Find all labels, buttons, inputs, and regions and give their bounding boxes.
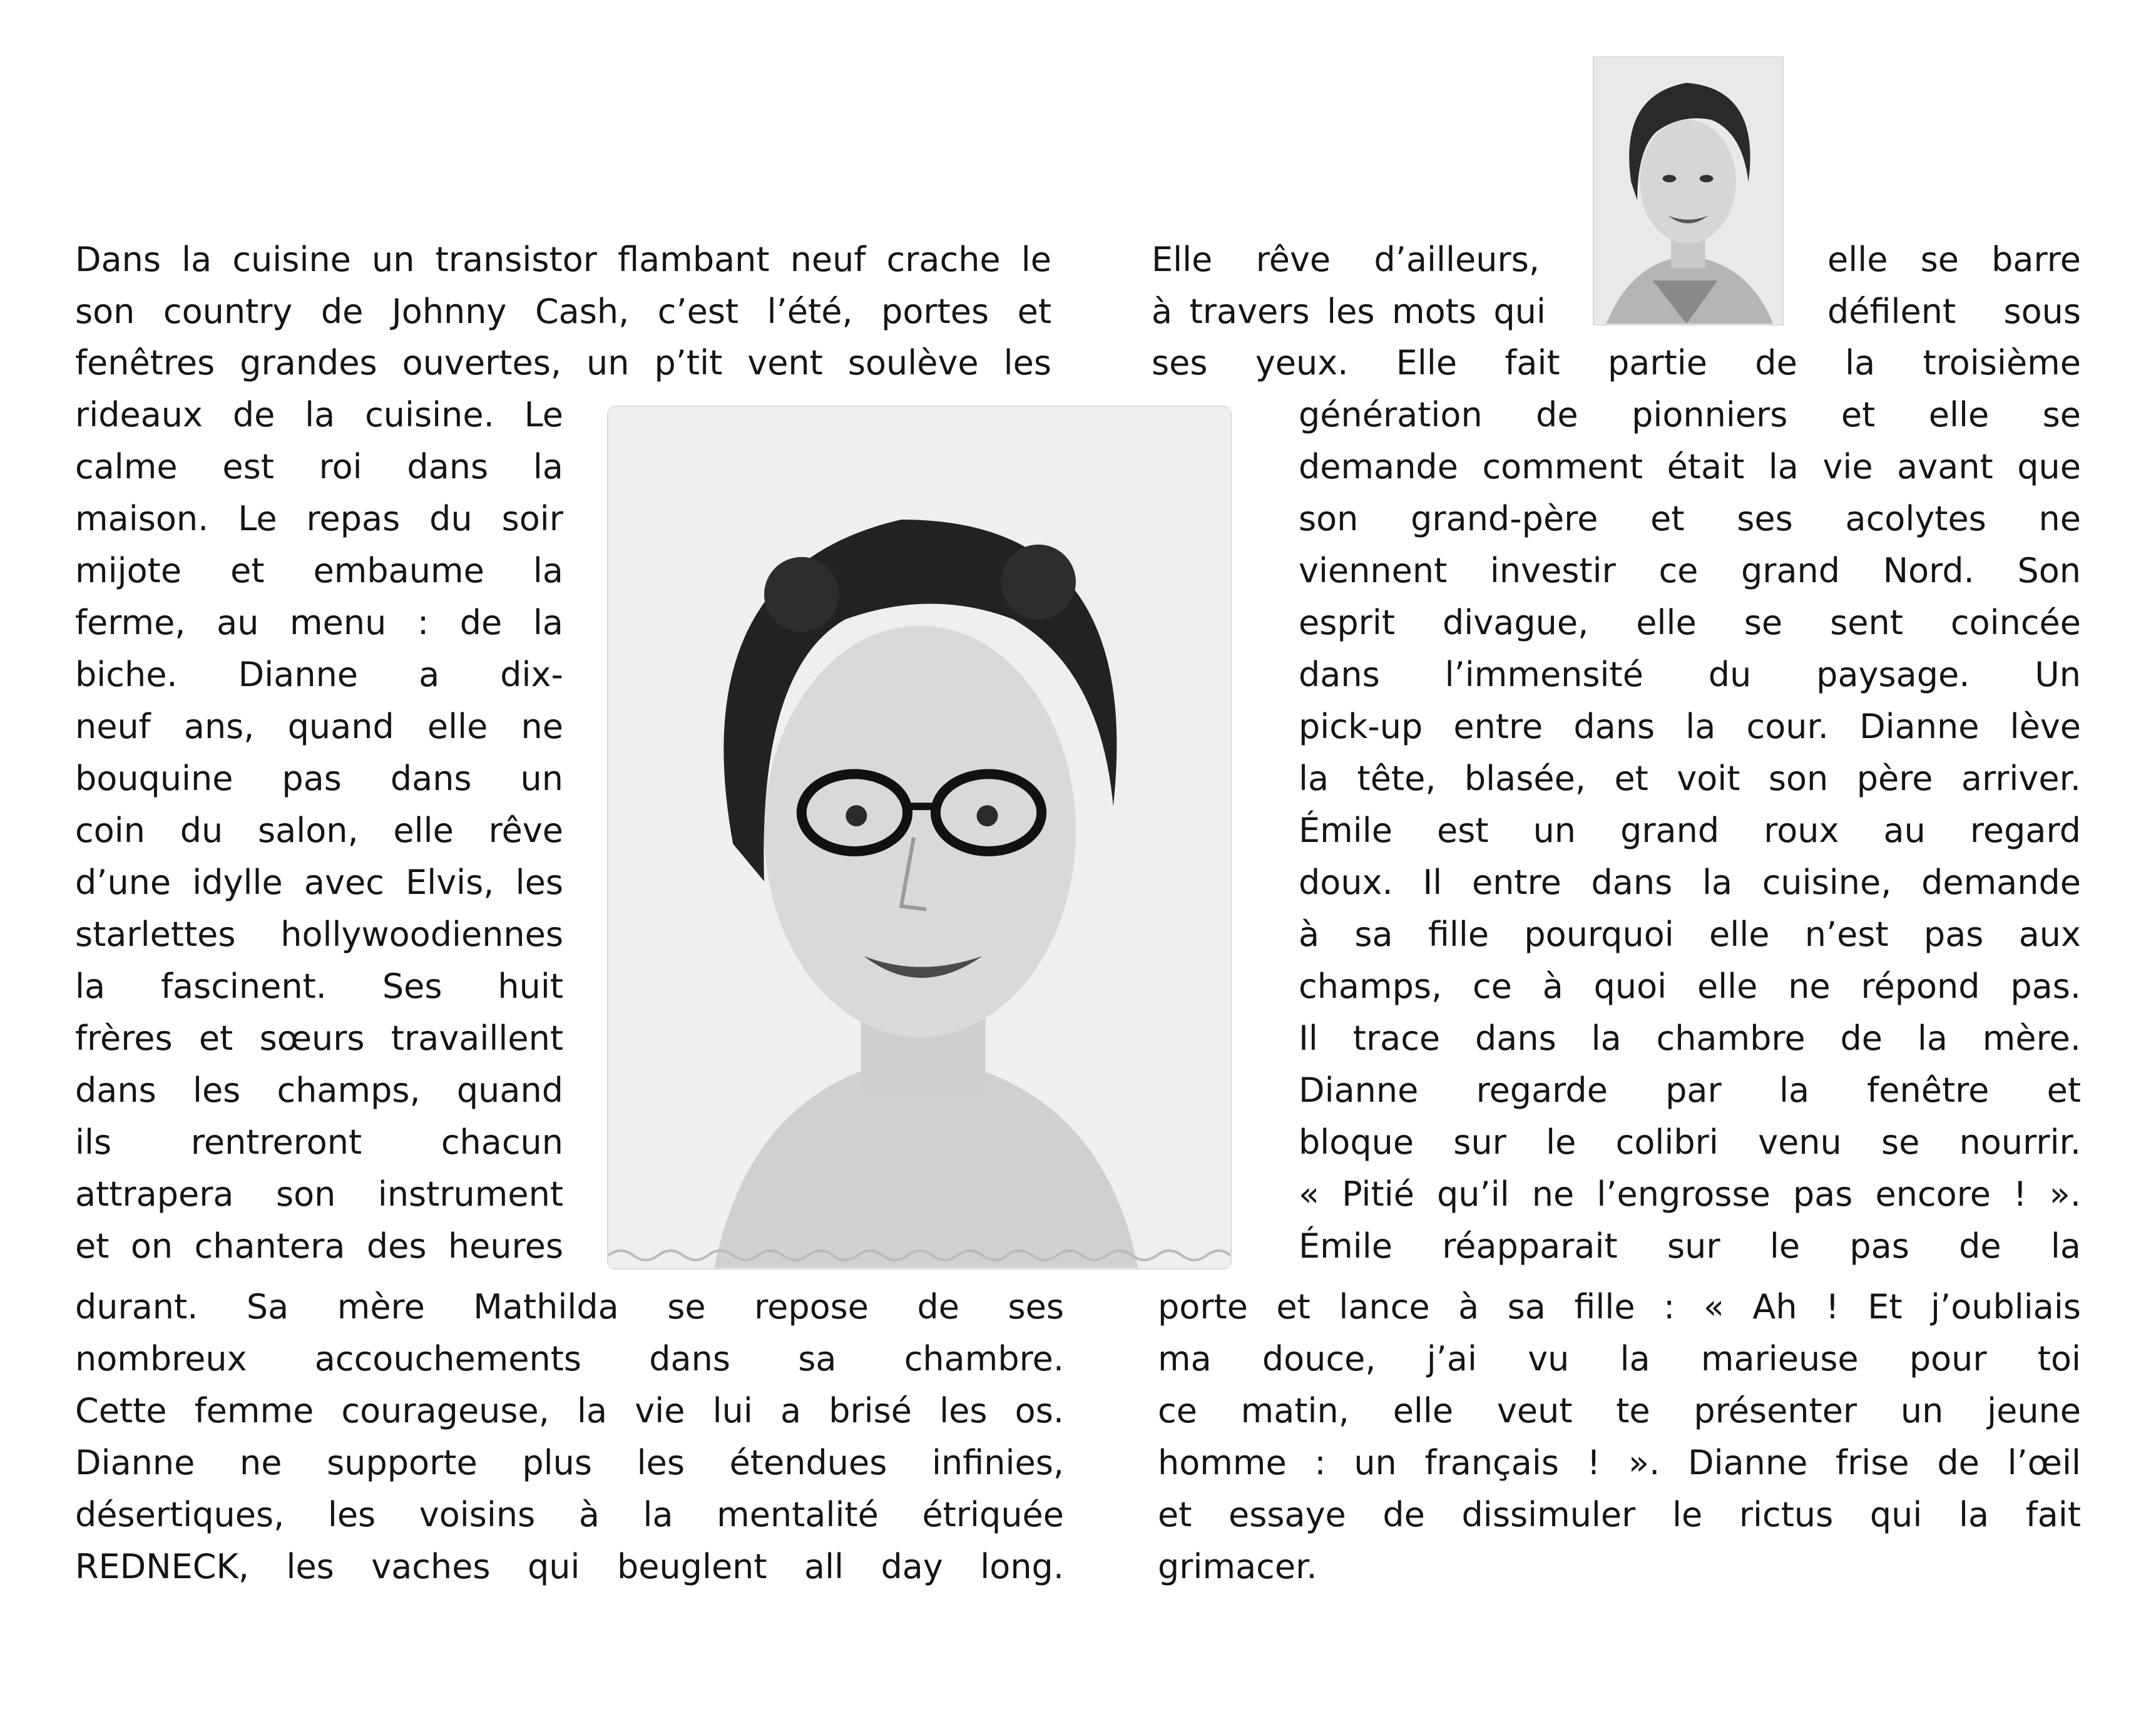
left-line: mijote et embaume la	[75, 551, 563, 590]
left-line: rideaux de la cuisine. Le	[75, 395, 563, 434]
left-line: biche. Dianne a dix-	[75, 655, 563, 694]
right-line: doux. Il entre dans la cuisine, demande	[1299, 863, 2081, 902]
right-line: bloque sur le colibri venu se nourrir.	[1299, 1122, 2081, 1162]
portrait-large-image	[608, 407, 1230, 1268]
left-line: son country de Johnny Cash, c’est l’été, portes et	[75, 292, 1051, 331]
left-line: Dans la cuisine un transistor flambant neuf crache le	[75, 240, 1051, 279]
right-line: Elle rêve d’ailleurs,	[1152, 240, 1540, 279]
left-line: d’une idylle avec Elvis, les	[75, 863, 563, 902]
left-line: dans les champs, quand	[75, 1070, 563, 1110]
left-line: la fascinent. Ses huit	[75, 967, 563, 1006]
right-line: esprit divague, elle se sent coincée	[1299, 603, 2081, 642]
left-line: Cette femme courageuse, la vie lui a brisé les os.	[75, 1391, 1064, 1430]
right-line: pick-up entre dans la cour. Dianne lève	[1299, 707, 2081, 746]
right-line: ses yeux. Elle fait partie de la troisième	[1152, 343, 2081, 382]
left-line: ferme, au menu : de la	[75, 603, 563, 642]
left-line: maison. Le repas du soir	[75, 499, 563, 538]
portrait-small-image	[1594, 58, 1782, 324]
left-line: et on chantera des heures	[75, 1226, 563, 1266]
left-line: frères et sœurs travaillent	[75, 1019, 563, 1058]
right-line: la tête, blasée, et voit son père arriver.	[1299, 759, 2081, 798]
right-line: champs, ce à quoi elle ne répond pas.	[1299, 967, 2081, 1006]
right-line: ma douce, j’ai vu la marieuse pour toi	[1158, 1339, 2081, 1378]
right-line: homme : un français ! ». Dianne frise de l’œil	[1158, 1443, 2081, 1482]
left-line: ils rentreront chacun	[75, 1122, 563, 1162]
portrait-photo-small	[1593, 56, 1784, 326]
right-line: son grand-père et ses acolytes ne	[1299, 499, 2081, 538]
portrait-photo-large	[607, 406, 1232, 1270]
right-line: à sa fille pourquoi elle n’est pas aux	[1299, 915, 2081, 954]
right-line: à travers les mots qui	[1152, 292, 1546, 331]
right-line: porte et lance à sa fille : « Ah ! Et j’oubliais	[1158, 1287, 2081, 1327]
left-line: Dianne ne supporte plus les étendues infinies,	[75, 1443, 1064, 1482]
right-line: Dianne regarde par la fenêtre et	[1299, 1070, 2081, 1110]
left-line: REDNECK, les vaches qui beuglent all day long.	[75, 1547, 1064, 1586]
left-line: attrapera son instrument	[75, 1174, 563, 1214]
right-line: grimacer.	[1158, 1547, 1317, 1586]
left-line: calme est roi dans la	[75, 447, 563, 486]
left-line: nombreux accouchements dans sa chambre.	[75, 1339, 1064, 1378]
right-line: génération de pionniers et elle se	[1299, 395, 2081, 434]
left-line: neuf ans, quand elle ne	[75, 707, 563, 746]
left-line: désertiques, les voisins à la mentalité étriquée	[75, 1495, 1064, 1534]
left-line: durant. Sa mère Mathilda se repose de ses	[75, 1287, 1064, 1327]
right-line: Il trace dans la chambre de la mère.	[1299, 1019, 2081, 1058]
right-line: dans l’immensité du paysage. Un	[1299, 655, 2081, 694]
left-line: fenêtres grandes ouvertes, un p’tit vent soulève les	[75, 343, 1051, 382]
right-line: Émile est un grand roux au regard	[1299, 811, 2081, 850]
right-line: Émile réapparait sur le pas de la	[1299, 1226, 2081, 1266]
right-line: « Pitié qu’il ne l’engrosse pas encore ! ».	[1299, 1174, 2081, 1214]
right-line: et essaye de dissimuler le rictus qui la fait	[1158, 1495, 2081, 1534]
right-line: viennent investir ce grand Nord. Son	[1299, 551, 2081, 590]
left-line: coin du salon, elle rêve	[75, 811, 563, 850]
left-line: starlettes hollywoodiennes	[75, 915, 563, 954]
right-line: défilent sous	[1827, 292, 2081, 331]
left-line: bouquine pas dans un	[75, 759, 563, 798]
right-line: ce matin, elle veut te présenter un jeune	[1158, 1391, 2081, 1430]
right-line: elle se barre	[1827, 240, 2081, 279]
right-line: demande comment était la vie avant que	[1299, 447, 2081, 486]
